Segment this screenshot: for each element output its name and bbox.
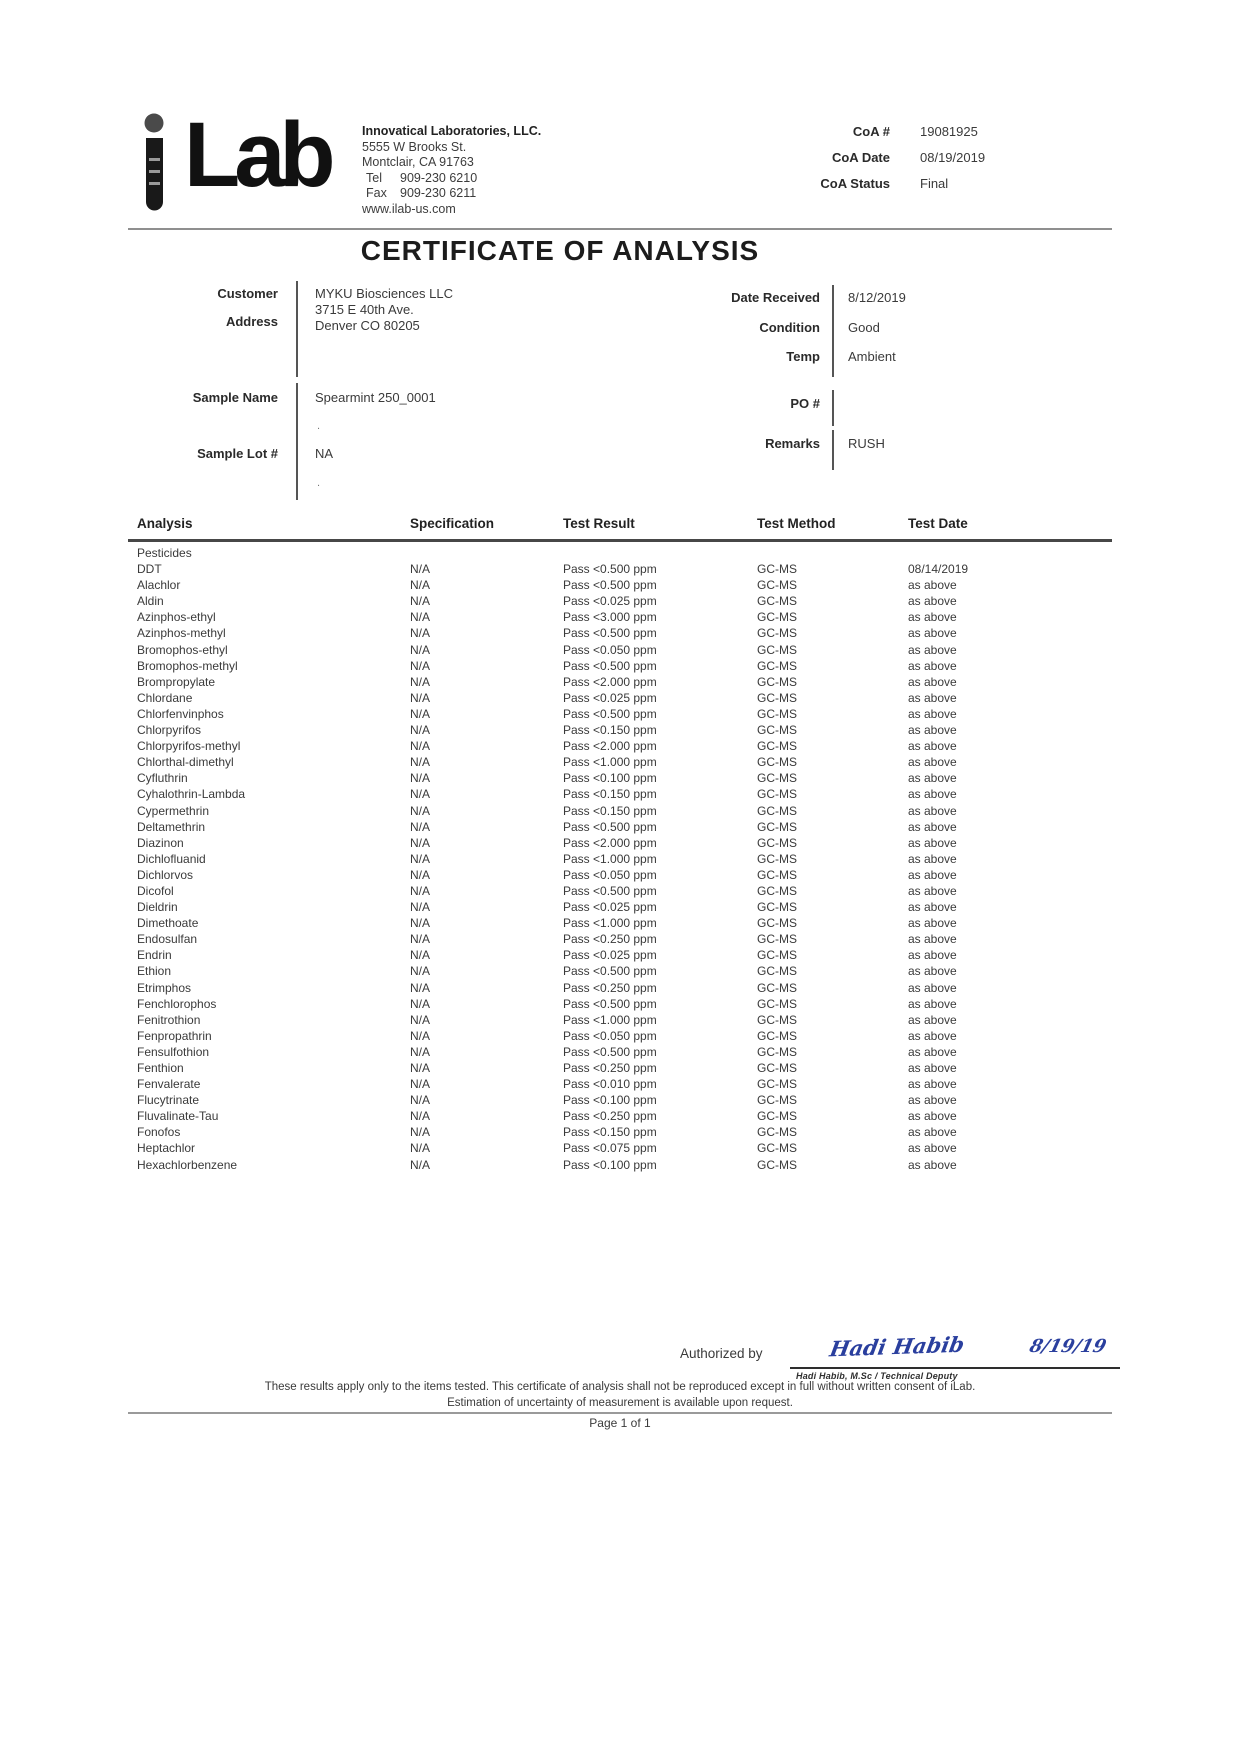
analysis-name: Fenpropathrin — [137, 1028, 212, 1043]
test-result-value: Pass <1.000 ppm — [563, 916, 657, 931]
test-method-value: GC-MS — [757, 690, 797, 705]
test-date-value: as above — [908, 1028, 957, 1043]
test-result-value: Pass <1.000 ppm — [563, 1012, 657, 1027]
table-row — [137, 1092, 1110, 1108]
test-date-value: as above — [908, 1061, 957, 1075]
specification-value: N/A — [410, 1109, 431, 1124]
test-method-value: GC-MS — [757, 1028, 797, 1043]
table-row — [137, 754, 1110, 770]
coa-date-row — [760, 150, 985, 165]
specification-value: N/A — [410, 578, 431, 593]
signatory-title: Hadi Habib, M.Sc / Technical Deputy — [796, 1371, 958, 1381]
specification-value: N/A — [410, 658, 431, 673]
test-method-value: GC-MS — [757, 1061, 797, 1075]
test-date-value: as above — [908, 964, 957, 979]
coa-status-row — [760, 176, 985, 191]
test-method-value: GC-MS — [757, 803, 797, 818]
test-date-value: as above — [908, 1157, 957, 1172]
specification-value: N/A — [410, 1061, 431, 1075]
table-row — [137, 1060, 1110, 1076]
analysis-name: Heptachlor — [137, 1141, 196, 1156]
table-row — [137, 593, 1110, 609]
table-row — [137, 947, 1110, 963]
test-date-value: 08/14/2019 — [908, 562, 969, 577]
sample-name-value: Spearmint 250_0001 — [315, 390, 436, 405]
test-result-value: Pass <0.500 ppm — [563, 1044, 657, 1059]
test-date-value: as above — [908, 835, 957, 850]
test-method-value: GC-MS — [757, 706, 797, 721]
test-method-value: GC-MS — [757, 948, 797, 963]
specification-value: N/A — [410, 1157, 431, 1172]
analysis-name: Dichlorvos — [137, 867, 194, 882]
test-method-value: GC-MS — [757, 980, 797, 995]
test-method-value: GC-MS — [757, 1012, 797, 1027]
remarks-divider — [832, 430, 834, 470]
test-date-value: as above — [908, 916, 957, 931]
specification-value: N/A — [410, 706, 431, 721]
analysis-name: Deltamethrin — [137, 819, 206, 834]
test-method-value: GC-MS — [757, 1157, 797, 1172]
test-result-value: Pass <0.250 ppm — [563, 980, 657, 995]
analysis-name: Endosulfan — [137, 932, 198, 947]
specification-value: N/A — [410, 594, 431, 609]
test-date-value: as above — [908, 755, 957, 770]
specification-value: N/A — [410, 1012, 431, 1027]
test-date-value: as above — [908, 594, 957, 609]
footer-divider — [128, 1412, 1112, 1414]
specification-value: N/A — [410, 1093, 431, 1108]
coa-number-label: CoA # — [852, 124, 890, 139]
test-method-value: GC-MS — [757, 867, 797, 882]
test-method-value: GC-MS — [757, 787, 797, 802]
test-result-value: Pass <0.150 ppm — [563, 723, 657, 738]
specification-value: N/A — [410, 803, 431, 818]
analysis-name: Fenthion — [137, 1061, 184, 1075]
test-method-value: GC-MS — [757, 771, 797, 786]
test-method-value: GC-MS — [757, 562, 797, 577]
test-method-value: GC-MS — [757, 835, 797, 850]
test-result-value: Pass <0.150 ppm — [563, 787, 657, 802]
test-date-value: as above — [908, 578, 957, 593]
analysis-name: Dimethoate — [137, 916, 199, 931]
specification-value: N/A — [410, 755, 431, 770]
test-result-value: Pass <2.000 ppm — [563, 739, 657, 754]
test-result-value: Pass <0.500 ppm — [563, 578, 657, 593]
analysis-name: Brompropylate — [137, 674, 216, 689]
analysis-name: Chlorfenvinphos — [137, 706, 224, 721]
date-received-label: Date Received — [731, 290, 820, 305]
table-row — [137, 738, 1110, 754]
address-line2: Denver CO 80205 — [315, 318, 420, 333]
test-result-value: Pass <0.500 ppm — [563, 964, 657, 979]
analysis-name: Fensulfothion — [137, 1044, 210, 1059]
analysis-name: Chlordane — [137, 690, 193, 705]
analysis-name: Bromophos-methyl — [137, 658, 238, 673]
specification-value: N/A — [410, 980, 431, 995]
test-method-value: GC-MS — [757, 851, 797, 866]
table-row — [137, 658, 1110, 674]
analysis-name: Fenitrothion — [137, 1012, 201, 1027]
test-method-value: GC-MS — [757, 1109, 797, 1124]
test-method-value: GC-MS — [757, 642, 797, 657]
analysis-name: Cyhalothrin-Lambda — [137, 787, 246, 802]
specification-value: N/A — [410, 996, 431, 1011]
lab-address-line1: 5555 W Brooks St. — [362, 139, 467, 154]
test-date-value: as above — [908, 980, 957, 995]
test-date-value: as above — [908, 819, 957, 834]
specification-value: N/A — [410, 883, 431, 898]
test-date-value: as above — [908, 706, 957, 721]
disclaimer-line2: Estimation of uncertainty of measurement is available upon request. — [447, 1397, 793, 1409]
condition-label: Condition — [759, 320, 820, 335]
test-result-value: Pass <0.500 ppm — [563, 658, 657, 673]
table-row — [137, 577, 1110, 593]
coa-number-value: 19081925 — [920, 124, 978, 139]
test-date-value: as above — [908, 867, 957, 882]
test-result-value: Pass <0.250 ppm — [563, 1109, 657, 1124]
specification-value: N/A — [410, 1141, 431, 1156]
test-method-value: GC-MS — [757, 1093, 797, 1108]
test-result-value: Pass <0.500 ppm — [563, 883, 657, 898]
specification-value: N/A — [410, 626, 431, 641]
test-result-value: Pass <0.050 ppm — [563, 867, 657, 882]
test-result-value: Pass <0.100 ppm — [563, 1157, 657, 1172]
authorized-by-label: Authorized by — [680, 1346, 763, 1361]
specification-value: N/A — [410, 787, 431, 802]
test-method-value: GC-MS — [757, 594, 797, 609]
table-row — [137, 1124, 1110, 1140]
test-method-value: GC-MS — [757, 658, 797, 673]
specification-value: N/A — [410, 610, 431, 625]
fax-value: 909-230 6211 — [400, 186, 477, 200]
test-date-value: as above — [908, 690, 957, 705]
analysis-name: Dicofol — [137, 883, 174, 898]
analysis-name: Aldin — [137, 594, 164, 609]
table-row — [137, 899, 1110, 915]
analysis-name: Diazinon — [137, 835, 184, 850]
test-date-value: as above — [908, 1141, 957, 1156]
signature-handwriting: Hadi Habib — [827, 1331, 967, 1362]
analysis-name: Fenvalerate — [137, 1077, 201, 1092]
test-date-value: as above — [908, 610, 957, 625]
test-result-value: Pass <0.025 ppm — [563, 690, 657, 705]
specification-value: N/A — [410, 674, 431, 689]
table-section-label: Pesticides — [137, 546, 192, 560]
analysis-name: Alachlor — [137, 578, 181, 593]
coa-status-label: CoA Status — [820, 176, 890, 191]
lab-info-block — [362, 124, 541, 217]
specification-value: N/A — [410, 562, 431, 577]
test-result-value: Pass <0.100 ppm — [563, 1093, 657, 1108]
lab-name: Innovatical Laboratories, LLC. — [362, 124, 542, 138]
fax-label: Fax — [366, 186, 387, 200]
coa-status-value: Final — [920, 176, 949, 191]
analysis-name: Azinphos-ethyl — [137, 610, 216, 625]
specification-value: N/A — [410, 739, 431, 754]
test-date-value: as above — [908, 1109, 957, 1124]
analysis-table — [137, 516, 1110, 1173]
test-date-value: as above — [908, 1093, 957, 1108]
temp-value: Ambient — [848, 349, 896, 364]
table-row — [137, 931, 1110, 947]
scan-artifact-dot-1: . — [317, 420, 321, 432]
header-test-result: Test Result — [563, 516, 635, 531]
lab-address-line2: Montclair, CA 91763 — [362, 155, 474, 169]
test-result-value: Pass <0.250 ppm — [563, 932, 657, 947]
test-date-value: as above — [908, 723, 957, 738]
sample-lot-label: Sample Lot # — [197, 446, 278, 461]
specification-value: N/A — [410, 642, 431, 657]
sample-name-label: Sample Name — [192, 390, 278, 405]
coa-number-row — [760, 124, 985, 139]
test-date-value: as above — [908, 900, 957, 915]
test-date-value: as above — [908, 996, 957, 1011]
test-date-value: as above — [908, 948, 957, 963]
table-row — [137, 1012, 1110, 1028]
specification-value: N/A — [410, 916, 431, 931]
header-test-date: Test Date — [908, 516, 968, 531]
test-result-value: Pass <1.000 ppm — [563, 755, 657, 770]
test-result-value: Pass <0.050 ppm — [563, 1028, 657, 1043]
remarks-label: Remarks — [765, 436, 820, 451]
specification-value: N/A — [410, 900, 431, 915]
po-label: PO # — [790, 396, 820, 411]
test-result-value: Pass <0.010 ppm — [563, 1077, 657, 1092]
test-method-value: GC-MS — [757, 883, 797, 898]
test-result-value: Pass <0.025 ppm — [563, 948, 657, 963]
test-result-value: Pass <0.150 ppm — [563, 803, 657, 818]
analysis-name: Fonofos — [137, 1125, 181, 1140]
page-title: CERTIFICATE OF ANALYSIS — [360, 235, 760, 266]
date-received-value: 8/12/2019 — [848, 290, 906, 305]
logo-text: Lab — [184, 104, 330, 206]
specification-value: N/A — [410, 932, 431, 947]
analysis-name: Azinphos-methyl — [137, 626, 226, 641]
test-date-value: as above — [908, 1077, 957, 1092]
specification-value: N/A — [410, 867, 431, 882]
table-row — [137, 770, 1110, 786]
disclaimer-line1: These results apply only to the items tested. This certificate of analysis shall not be reproduced except in full without written consent of iLab. — [264, 1381, 976, 1393]
condition-value: Good — [848, 320, 880, 335]
header-specification: Specification — [410, 516, 495, 531]
specification-value: N/A — [410, 948, 431, 963]
address-label: Address — [225, 314, 278, 329]
analysis-name: Dichlofluanid — [137, 851, 206, 866]
signature-line — [790, 1367, 1120, 1369]
table-row — [137, 1028, 1110, 1044]
table-row — [137, 786, 1110, 802]
test-tube-icon — [140, 112, 180, 223]
test-result-value: Pass <1.000 ppm — [563, 851, 657, 866]
specification-value: N/A — [410, 1125, 431, 1140]
table-row — [137, 690, 1110, 706]
test-result-value: Pass <0.500 ppm — [563, 996, 657, 1011]
test-date-value: as above — [908, 739, 957, 754]
specification-value: N/A — [410, 851, 431, 866]
address-line1: 3715 E 40th Ave. — [315, 302, 414, 317]
table-row — [137, 883, 1110, 899]
test-method-value: GC-MS — [757, 1044, 797, 1059]
received-divider — [832, 285, 834, 377]
analysis-name: Hexachlorbenzene — [137, 1157, 238, 1172]
table-row — [137, 915, 1110, 931]
test-date-value: as above — [908, 1125, 957, 1140]
analysis-name: Fluvalinate-Tau — [137, 1109, 219, 1124]
specification-value: N/A — [410, 690, 431, 705]
test-result-value: Pass <0.500 ppm — [563, 706, 657, 721]
table-row — [137, 867, 1110, 883]
remarks-value: RUSH — [848, 436, 885, 451]
test-date-value: as above — [908, 851, 957, 866]
test-date-value: as above — [908, 1012, 957, 1027]
test-method-value: GC-MS — [757, 626, 797, 641]
lab-tel — [362, 171, 541, 187]
table-row — [137, 561, 1110, 577]
test-result-value: Pass <0.050 ppm — [563, 642, 657, 657]
test-result-value: Pass <0.025 ppm — [563, 594, 657, 609]
test-method-value: GC-MS — [757, 674, 797, 689]
table-row — [137, 835, 1110, 851]
table-row — [137, 706, 1110, 722]
test-method-value: GC-MS — [757, 1077, 797, 1092]
table-row — [137, 1140, 1110, 1156]
test-method-value: GC-MS — [757, 900, 797, 915]
test-date-value: as above — [908, 932, 957, 947]
test-result-value: Pass <0.150 ppm — [563, 1125, 657, 1140]
analysis-name: Chlorthal-dimethyl — [137, 755, 234, 770]
test-method-value: GC-MS — [757, 1125, 797, 1140]
table-row — [137, 609, 1110, 625]
test-method-value: GC-MS — [757, 755, 797, 770]
table-row — [137, 1108, 1110, 1124]
table-row — [137, 674, 1110, 690]
test-method-value: GC-MS — [757, 578, 797, 593]
analysis-name: Flucytrinate — [137, 1093, 200, 1108]
test-method-value: GC-MS — [757, 964, 797, 979]
test-method-value: GC-MS — [757, 932, 797, 947]
specification-value: N/A — [410, 723, 431, 738]
scan-artifact-dot-2: . — [317, 477, 321, 489]
analysis-name: Chlorpyrifos — [137, 723, 202, 738]
sample-divider — [296, 383, 298, 500]
specification-value: N/A — [410, 1044, 431, 1059]
table-row — [137, 996, 1110, 1012]
table-row — [137, 722, 1110, 738]
analysis-table-header — [137, 516, 1110, 539]
test-result-value: Pass <0.500 ppm — [563, 819, 657, 834]
coa-date-label: CoA Date — [831, 150, 890, 165]
analysis-name: Fenchlorophos — [137, 996, 217, 1011]
test-method-value: GC-MS — [757, 996, 797, 1011]
coa-date-value: 08/19/2019 — [920, 150, 986, 165]
analysis-name: Ethion — [137, 964, 172, 979]
table-row — [137, 803, 1110, 819]
tel-value: 909-230 6210 — [400, 170, 478, 185]
test-date-value: as above — [908, 674, 957, 689]
signature-date: 8/19/19 — [1027, 1336, 1109, 1357]
ilab-logo — [140, 104, 330, 223]
customer-name: MYKU Biosciences LLC — [315, 286, 453, 301]
test-result-value: Pass <0.500 ppm — [563, 562, 657, 577]
analysis-table-rows — [137, 561, 1110, 1173]
table-row — [137, 625, 1110, 641]
test-method-value: GC-MS — [757, 1141, 797, 1156]
test-date-value: as above — [908, 787, 957, 802]
specification-value: N/A — [410, 835, 431, 850]
sample-lot-value: NA — [315, 446, 334, 461]
test-method-value: GC-MS — [757, 819, 797, 834]
test-result-value: Pass <0.100 ppm — [563, 771, 657, 786]
header-test-method: Test Method — [757, 516, 836, 531]
table-row — [137, 980, 1110, 996]
coa-block — [760, 124, 985, 202]
analysis-name: Etrimphos — [137, 980, 192, 995]
analysis-name: Cypermethrin — [137, 803, 210, 818]
analysis-name: Cyfluthrin — [137, 771, 188, 786]
po-divider — [832, 390, 834, 426]
page-number: Page 1 of 1 — [589, 1416, 651, 1430]
test-result-value: Pass <0.250 ppm — [563, 1061, 657, 1075]
test-date-value: as above — [908, 658, 957, 673]
table-row — [137, 851, 1110, 867]
test-result-value: Pass <0.500 ppm — [563, 626, 657, 641]
table-row — [137, 642, 1110, 658]
test-result-value: Pass <0.025 ppm — [563, 900, 657, 915]
specification-value: N/A — [410, 819, 431, 834]
analysis-name: Bromophos-ethyl — [137, 642, 228, 657]
lab-website: www.ilab-us.com — [362, 201, 456, 216]
specification-value: N/A — [410, 771, 431, 786]
specification-value: N/A — [410, 964, 431, 979]
customer-label: Customer — [217, 286, 278, 301]
table-row — [137, 819, 1110, 835]
header-divider — [128, 228, 1112, 230]
test-date-value: as above — [908, 642, 957, 657]
analysis-name: Endrin — [137, 948, 172, 963]
test-method-value: GC-MS — [757, 739, 797, 754]
test-result-value: Pass <0.075 ppm — [563, 1141, 657, 1156]
tel-label: Tel — [366, 170, 382, 185]
analysis-name: Dieldrin — [137, 900, 178, 915]
analysis-name: Chlorpyrifos-methyl — [137, 739, 241, 754]
analysis-name: DDT — [137, 562, 162, 577]
temp-label: Temp — [786, 349, 820, 364]
test-result-value: Pass <3.000 ppm — [563, 610, 657, 625]
specification-value: N/A — [410, 1028, 431, 1043]
test-date-value: as above — [908, 1044, 957, 1059]
table-row — [137, 1044, 1110, 1060]
test-method-value: GC-MS — [757, 723, 797, 738]
table-row — [137, 1157, 1110, 1173]
specification-value: N/A — [410, 1077, 431, 1092]
test-date-value: as above — [908, 626, 957, 641]
test-result-value: Pass <2.000 ppm — [563, 835, 657, 850]
table-row — [137, 963, 1110, 979]
customer-divider — [296, 281, 298, 377]
test-result-value: Pass <2.000 ppm — [563, 674, 657, 689]
table-row — [137, 1076, 1110, 1092]
test-method-value: GC-MS — [757, 916, 797, 931]
test-date-value: as above — [908, 771, 957, 786]
test-date-value: as above — [908, 883, 957, 898]
test-method-value: GC-MS — [757, 610, 797, 625]
header-analysis: Analysis — [137, 516, 193, 531]
lab-fax — [362, 186, 541, 202]
test-date-value: as above — [908, 803, 957, 818]
table-header-divider — [128, 539, 1112, 542]
